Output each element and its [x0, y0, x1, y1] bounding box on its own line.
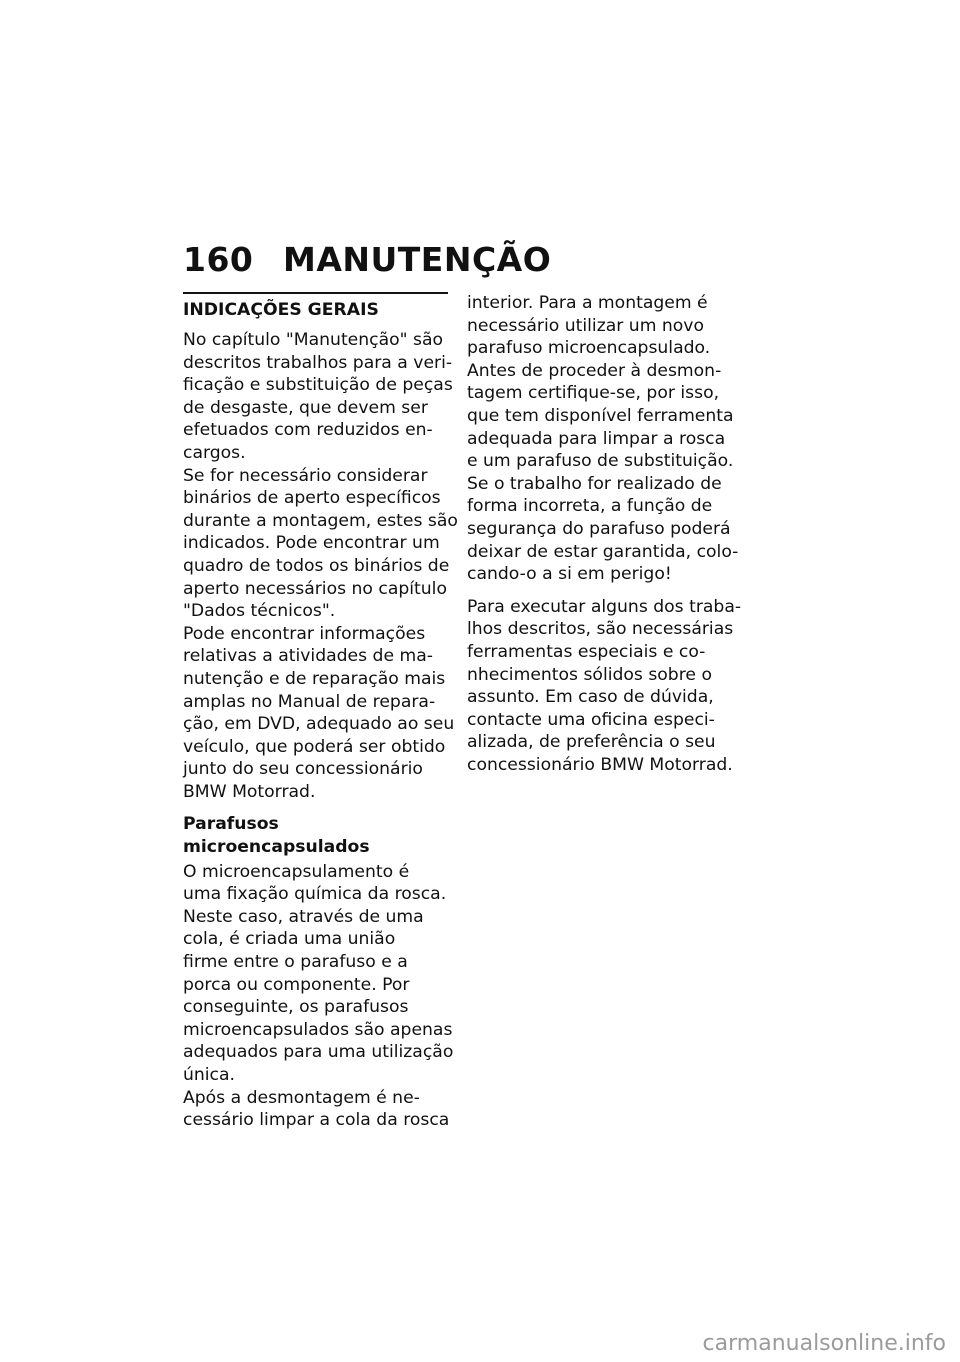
text-line: aperto necessários no capítulo: [183, 578, 447, 599]
text-line: Pode encontrar informações: [183, 623, 426, 644]
paragraph: [467, 473, 739, 586]
text-line: No capítulo "Manutenção" são: [183, 330, 444, 350]
section-heading: INDICAÇÕES GERAIS: [183, 300, 379, 320]
text-line: cessário limpar a cola da rosca: [183, 1110, 450, 1131]
text-line: cargos.: [183, 442, 246, 463]
text-line: amplas no Manual de repara-: [183, 691, 436, 712]
text-line: única.: [183, 1065, 236, 1085]
text-line: relativas a atividades de ma-: [183, 646, 433, 667]
text-line: firme entre o parafuso e a: [183, 952, 408, 973]
text-line: adequada para limpar a rosca: [467, 428, 726, 449]
section-divider: [183, 292, 448, 294]
text-line: tagem certifique-se, por isso,: [467, 383, 720, 404]
text-line: concessionário BMW Motorrad.: [467, 754, 733, 775]
text-line: binários de aperto específicos: [183, 488, 441, 509]
text-line: assunto. Em caso de dúvida,: [467, 687, 714, 708]
paragraph: [183, 623, 455, 804]
text-line: Após a desmontagem é ne-: [183, 1087, 420, 1108]
text-line: efetuados com reduzidos en-: [183, 420, 433, 441]
page-number: 160: [183, 240, 254, 279]
text-line: Para executar alguns dos traba-: [467, 596, 742, 617]
text-line: microencapsulados são apenas: [183, 1019, 453, 1040]
text-line: que tem disponível ferramenta: [467, 405, 734, 426]
paragraph: [467, 596, 742, 777]
text-line: cola, é criada uma união: [183, 929, 396, 950]
paragraph: [183, 861, 454, 1087]
text-line: BMW Motorrad.: [183, 781, 316, 802]
text-line: forma incorreta, a função de: [467, 496, 713, 517]
text-line: uma fixação química da rosca.: [183, 884, 447, 905]
text-line: "Dados técnicos".: [183, 601, 336, 622]
text-line: e um parafuso de substituição.: [467, 451, 734, 472]
text-line: de desgaste, que devem ser: [183, 397, 428, 418]
text-line: Se for necessário considerar: [183, 465, 428, 486]
text-line: Antes de proceder à desmon-: [467, 360, 722, 381]
text-line: segurança do parafuso poderá: [467, 518, 731, 539]
text-line: contacte uma oficina especi-: [467, 709, 715, 730]
right-column: [467, 292, 742, 776]
text-line: veículo, que poderá ser obtido: [183, 736, 446, 757]
text-line: alizada, de preferência o seu: [467, 732, 716, 753]
paragraph: [467, 360, 732, 473]
text-line: indicados. Pode encontrar um: [183, 533, 440, 554]
text-line: parafuso microencapsulado.: [467, 338, 711, 359]
text-line: Se o trabalho for realizado de: [467, 473, 722, 494]
text-line: cando-o a si em perigo!: [467, 564, 672, 585]
text-line: ficação e substituição de peças: [183, 375, 453, 396]
text-line: nutenção e de reparação mais: [183, 668, 446, 689]
text-line: descritos trabalhos para a veri-: [183, 352, 453, 373]
text-line: quadro de todos os binários de: [183, 555, 450, 576]
page-title: MANUTENÇÃO: [283, 240, 552, 279]
watermark: carmanualsonline.info: [702, 1331, 946, 1356]
paragraph: [467, 292, 732, 360]
text-line: lhos descritos, são necessárias: [467, 619, 734, 640]
text-line: necessário utilizar um novo: [467, 315, 704, 336]
text-line: interior. Para a montagem é: [467, 293, 708, 313]
paragraph: [183, 1087, 448, 1132]
page-header: [183, 240, 551, 279]
text-line: conseguinte, os parafusos: [183, 997, 409, 1018]
text-line: durante a montagem, estes são: [183, 510, 458, 531]
paragraph: [183, 465, 458, 623]
paragraph: [183, 329, 453, 465]
left-column: [183, 292, 458, 1132]
text-line: Neste caso, através de uma: [183, 906, 424, 927]
text-line: nhecimentos sólidos sobre o: [467, 664, 712, 685]
text-line: deixar de estar garantida, colo-: [467, 541, 739, 562]
text-line: porca ou componente. Por: [183, 974, 410, 995]
text-line: ção, em DVD, adequado ao seu: [183, 714, 455, 735]
text-line: ferramentas especiais e co-: [467, 641, 706, 662]
text-line: O microencapsulamento é: [183, 861, 410, 882]
text-line: adequados para uma utilização: [183, 1042, 454, 1063]
text-line: junto do seu concessionário: [183, 759, 423, 780]
sub-heading: Parafusos microencapsulados: [183, 814, 370, 858]
